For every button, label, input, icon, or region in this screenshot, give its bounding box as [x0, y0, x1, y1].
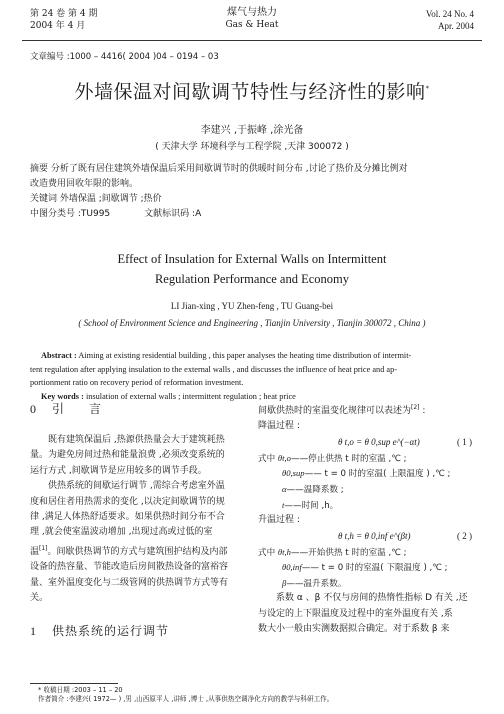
english-keywords: Key words : insulation of external walls ; intermittent regulation ; heat price [41, 391, 296, 401]
journal-name-cn: 煤气与热力 [227, 7, 277, 18]
rule-intro: 间歇供热时的室温变化规律可以表述为[2] : 降温过程 : [258, 400, 476, 435]
equation-1-number: ( 1 ) [457, 436, 472, 447]
title-footnote-mark: * [425, 84, 430, 93]
issue-date: 2004 年 4 月 [30, 21, 86, 31]
right-column [258, 400, 476, 638]
definition-list-1: 式中 θt,o——停止供热 t 时的室温 ,℃ ; θ0,sup—— t = 0 时的室温( 上限温度 ) ,℃ ; α——温降系数 ; t——时间 ,h。 [258, 452, 451, 511]
english-abstract-line1: Abstract : Aiming at existing residential building , this paper analyses the heating time distribution of intermit- [41, 351, 412, 360]
journal-header [0, 0, 504, 44]
header-divider [22, 40, 482, 41]
english-title-line1: Effect of Insulation for External Walls on Intermittent [117, 252, 387, 266]
cooling-label: 降温过程 : [258, 421, 300, 432]
keywords-label: Key words : [41, 391, 84, 401]
equation-1-formula: θ t,o = θ 0,sup e^(−αt) [338, 436, 420, 447]
keywords-cn: 关键词 外墙保温 ;间歇调节 ;热价 [30, 194, 162, 204]
reference-2: [2] [411, 404, 420, 411]
clc-number: 中图分类号 :TU995 [30, 209, 111, 219]
paper-title-text: 外墙保温对间歇调节特性与经济性的影响 [74, 81, 426, 103]
intro-paragraph-1: 既有建筑保温后 ,热源供热量会大于建筑耗热 量。为避免房间过热和能量浪费 ,必须改变系统的 运行方式 ,间歇调节是应用较多的调节手段。 [30, 435, 225, 476]
equation-2-formula: θ t,h = θ 0,inf e^(βt) [338, 530, 411, 541]
english-abstract-line3: portionment ratio on recovery period of reformation investment. [30, 378, 244, 387]
section-1-title: 供热系统的运行调节 [52, 624, 170, 639]
volume-issue-en: Vol. 24 No. 4 [425, 9, 474, 19]
definition-list-2: 式中 θt,h——开始供热 t 时的室温 ,℃ ; θ0,inf—— t = 0 时的室温( 下限温度 ) ,℃ ; β——温升系数。 [258, 546, 448, 589]
issue-info-en [426, 8, 474, 32]
footnote [38, 686, 333, 704]
classification-row [30, 207, 478, 222]
left-column [30, 400, 250, 639]
section-0-title-a: 引 [52, 402, 66, 416]
english-title-line2: Regulation Performance and Economy [154, 272, 350, 286]
footnote-divider [30, 683, 118, 684]
equation-2-number: ( 2 ) [457, 530, 472, 541]
author-bio: 作者简介 :李建兴( 1972— ) ,男 ,山西原平人 ,讲师 ,博士 ,从事供热空调净化方向的教学与科研工作。 [38, 695, 334, 703]
affiliation: ( 天津大学 环境科学与工程学院 ,天津 300072 ) [155, 142, 349, 152]
journal-name-en: Gas & Heat [225, 20, 279, 30]
volume-issue: 第 24 卷 第 4 期 [30, 9, 98, 19]
abstract-cn-line2: 改造费用回收年限的影响。 [30, 179, 139, 189]
article-number: 文章编号 :1000 – 4416( 2004 )04 – 0194 – 03 [30, 52, 219, 62]
section-0-number: 0 [30, 402, 37, 416]
english-affiliation: ( School of Environment Science and Engineering , Tianjin University , Tianjin 300072 , China ) [78, 318, 426, 328]
section-0-title-b: 言 [89, 402, 103, 416]
received-date: * 收稿日期 :2003 – 11 – 20 [38, 686, 123, 694]
english-abstract [30, 349, 480, 403]
abstract-cn-line1: 摘要 分析了既有居住建筑外墙保温后采用间歇调节时的供暖时间分布 ,讨论了热价及分摊比例对 [30, 164, 408, 174]
authors: 李建兴 ,于振峰 ,涂光备 [200, 125, 304, 136]
section-1-heading [30, 622, 250, 639]
equation-1 [258, 435, 476, 451]
issue-info [30, 8, 97, 32]
section-0-heading [30, 400, 250, 417]
section-1-number: 1 [30, 624, 37, 639]
english-abstract-line2: tent regulation after applying insulation to the external walls , and discusses the influence of heat price and ap- [30, 364, 398, 374]
english-authors: LI Jian-xing , YU Zhen-feng , TU Guang-bei [170, 301, 334, 311]
intro-paragraph-2: 供热系统的间歇运行调节 ,需综合考虑室外温 度和居住者用热需求的变化 ,以决定间歇调节的规 律 ,满足人体热舒适要求。如果供热时间分布不合 理 ,就会使室温波动增加 ,出现过高或过低的室 温[1]。间歇供热调节的方式与建筑围护结构及内部 设备的热容量、节能改造后房间散热设备的富裕容 量、室外温度变化与二级管网的供热调节方式等有 关。 [30, 481, 229, 604]
heating-label: 升温过程 : [258, 515, 300, 526]
document-code: 文献标识码 :A [144, 209, 202, 219]
chinese-abstract [30, 162, 478, 222]
journal-name [170, 6, 334, 32]
equation-2 [258, 529, 476, 545]
abstract-label: Abstract : [41, 351, 77, 360]
coefficient-paragraph: 系数 α 、β 不仅与房间的热惰性指标 D 有关 ,还 与设定的上下限温度及过程中的室外温度有关 ,系 数大小一般由实测数据拟合确定。对于系数 β 来 [258, 593, 468, 635]
issue-date-en: Apr. 2004 [438, 21, 474, 31]
reference-1: [1] [39, 544, 48, 552]
paper-title [0, 77, 504, 104]
english-title [0, 249, 504, 289]
